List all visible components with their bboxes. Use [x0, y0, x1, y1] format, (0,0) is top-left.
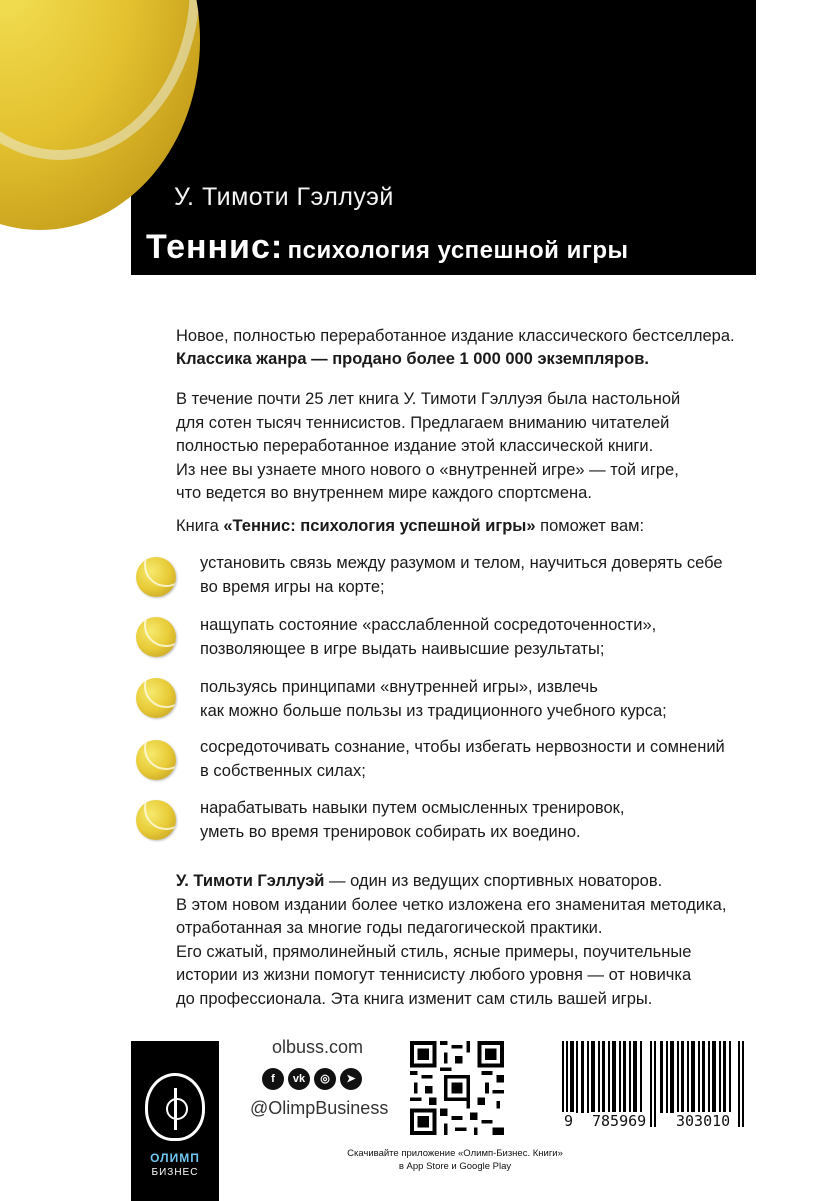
intro-bold-line: Классика жанра — продано более 1 000 000 экземпляров. — [176, 350, 649, 368]
publisher-handle[interactable]: @OlimpBusiness — [250, 1098, 389, 1118]
qr-code — [410, 1041, 504, 1135]
tennis-ball-bullet-icon — [136, 557, 176, 597]
about-author: У. Тимоти Гэллуэй — один из ведущих спортивных новаторов. В этом новом издании более четко изложена его знаменитая методика, отработанная за многие годы педагогической практики. Его сжатый, прямолинейный стиль, ясные примеры, поучительные истории из жизни помогут теннисисту любого уровня — от новичка до профессионала. Эта книга изменит сам стиль вашей игры. — [176, 872, 727, 1008]
logo-word: БИЗНЕС — [151, 1167, 199, 1178]
book-title-main: Теннис: — [146, 228, 284, 266]
paragraph-line: В течение почти 25 лет книга У. Тимоти Гэллуэя была настольной — [176, 390, 681, 408]
intro-line: Новое, полностью переработанное издание классического бестселлера. — [176, 327, 735, 345]
tennis-ball-bullet-icon — [136, 617, 176, 657]
about-author-name: У. Тимоти Гэллуэй — [176, 872, 325, 890]
book-title — [146, 228, 629, 267]
paragraph-line: для сотен тысяч теннисистов. Предлагаем вниманию читателей — [176, 413, 670, 432]
logo-word: ОЛИМП — [150, 1151, 200, 1165]
facebook-icon[interactable]: f — [262, 1068, 284, 1090]
book-author: У. Тимоти Гэллуэй — [174, 183, 394, 211]
bullet-item: нащупать состояние «расслабленной сосредоточенности», позволяющее в игре выдать наивысшие результаты; — [200, 616, 657, 658]
paragraph-line: Из нее вы узнаете много нового о «внутренней игре» — той игре, — [176, 460, 679, 479]
tennis-ball-bullet-icon — [136, 740, 176, 780]
book-title-sub: психология успешной игры — [287, 237, 629, 264]
description-paragraph — [176, 388, 680, 506]
vk-icon[interactable]: vk — [288, 1068, 310, 1090]
bullet-item: установить связь между разумом и телом, научиться доверять себе во время игры на корте; — [200, 554, 723, 596]
tennis-ball-bullet-icon — [136, 800, 176, 840]
bullet-item: пользуясь принципами «внутренней игры», извлечь как можно больше пользы из традиционного учебного курса; — [200, 678, 667, 720]
tennis-ball-bullet-icon — [136, 678, 176, 718]
telegram-icon[interactable]: ➤ — [340, 1068, 362, 1090]
lead-line: Книга «Теннис: психология успешной игры» поможет вам: — [176, 517, 645, 535]
bullet-item: нарабатывать навыки путем осмысленных тренировок, уметь во время тренировок собирать их воедино. — [200, 799, 625, 841]
lead-book-title: «Теннис: психология успешной игры» — [223, 517, 536, 535]
instagram-icon[interactable]: ◎ — [314, 1068, 336, 1090]
social-icons — [262, 1068, 362, 1090]
publisher-logo — [131, 1041, 219, 1201]
paragraph-line: что ведется во внутреннем мире каждого спортсмена. — [176, 484, 592, 502]
publisher-site[interactable]: olbuss.com — [272, 1037, 364, 1057]
app-download-note: Скачивайте приложение «Олимп-Бизнес. Книги» в App Store и Google Play — [347, 1148, 563, 1172]
paragraph-line: полностью переработанное издание этой классической книги. — [176, 437, 654, 455]
bullet-item: сосредоточивать сознание, чтобы избегать нервозности и сомнений в собственных силах; — [200, 738, 725, 780]
laurel-emblem-icon — [145, 1073, 205, 1141]
